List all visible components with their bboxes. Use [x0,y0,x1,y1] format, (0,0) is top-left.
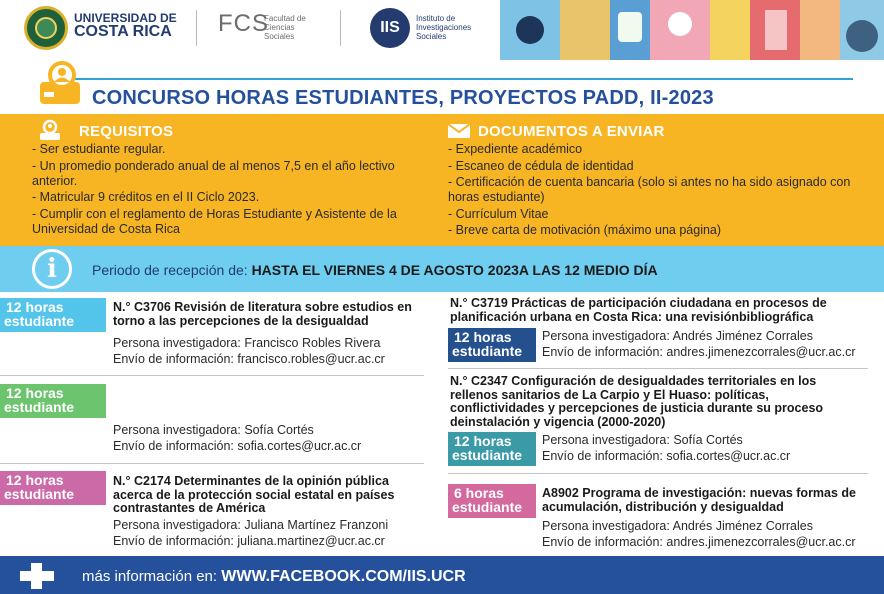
list-item: - Matricular 9 créditos en el II Ciclo 2023. [32,190,260,204]
iis-logo: IIS [370,8,410,48]
list-item: - Ser estudiante regular. [32,142,166,156]
project-researcher: Persona investigadora: Sofía Cortés [113,423,314,437]
list-item: - Currículum Vitae [448,206,549,221]
divider [448,368,868,369]
project-email: Envío de información: juliana.martinez@ucr.ac.cr [113,534,385,548]
project-title: N.° C2174 Determinantes de la opinión pública acerca de la protección social estatal en países contrastantes de América [113,474,395,515]
project-title: N.° C3719 Prácticas de participación ciudadana en procesos de planificación urbana en Costa Rica: una revisiónbibliográfica [450,296,827,324]
footer-label: más información en: [82,568,222,585]
project-contact [113,335,433,367]
list-item: - Escaneo de cédula de identidad [448,158,634,173]
project-contact [542,518,872,550]
ucr-name [74,12,177,40]
iis-name: Instituto de Investigaciones Sociales [416,14,472,41]
project-title: N.° C3706 Revisión de literatura sobre estudios en torno a las percepciones de la desigualdad [113,300,412,328]
title-rule [75,78,853,80]
project-researcher: Persona investigadora: Andrés Jiménez Corrales [542,329,813,343]
requirements-heading: REQUISITOS [79,123,174,140]
project-email: Envío de información: andres.jimenezcorrales@ucr.ac.cr [542,535,856,549]
magnifier-person-icon [38,58,84,106]
list-item: - Breve carta de motivación (máximo una página) [448,223,722,237]
info-icon: i [32,249,72,289]
period-label: Periodo de recepción de: [92,262,252,278]
list-item: - Cumplir con el reglamento de Horas Estudiante y Asistente de la Universidad de Costa Rica [32,206,397,236]
hours-badge: 12 horas estudiante [448,432,536,466]
search-person-icon [38,119,62,141]
project-contact [542,432,872,464]
project-contact [542,328,872,360]
project-researcher: Persona investigadora: Andrés Jiménez Corrales [542,519,813,533]
ucr-seal-logo [24,6,68,50]
divider [0,375,424,376]
divider [0,463,424,464]
project-contact [113,517,433,549]
list-item: - Expediente académico [448,142,583,156]
hours-badge: 12 horas estudiante [0,298,106,332]
documents-heading: DOCUMENTOS A ENVIAR [478,123,665,140]
period-deadline: HASTA EL VIERNES 4 DE AGOSTO 2023A LAS 12 MEDIO DÍA [251,262,658,278]
ucr-line2: COSTA RICA [74,23,172,40]
requirements-list [32,142,422,238]
facebook-link[interactable]: WWW.FACEBOOK.COM/IIS.UCR [221,568,466,585]
project-researcher: Persona investigadora: Francisco Robles Rivera [113,336,381,350]
plus-icon [20,563,54,589]
header-divider [340,10,341,46]
ucr-line1: UNIVERSIDAD DE [74,11,177,25]
project-email: Envío de información: sofia.cortes@ucr.ac.cr [542,449,791,463]
hours-badge: 12 horas estudiante [448,328,536,362]
reception-period [92,262,658,278]
project-email: Envío de información: andres.jimenezcorrales@ucr.ac.cr [542,345,856,359]
header-illustration [500,0,884,60]
header-banner [0,0,884,60]
divider [448,473,868,474]
list-item: - Un promedio ponderado anual de al menos 7,5 en el año lectivo anterior. [32,158,395,188]
page-title: CONCURSO HORAS ESTUDIANTES, PROYECTOS PADD, II-2023 [92,87,714,109]
project-email: Envío de información: francisco.robles@ucr.ac.cr [113,352,385,366]
fcs-logo-text: FCS [218,10,269,37]
project-email: Envío de información: sofia.cortes@ucr.ac.cr [113,439,362,453]
project-title: A8902 Programa de investigación: nuevas formas de acumulación, distribución y desigualdad [542,486,857,514]
project-researcher: Persona investigadora: Sofía Cortés [542,433,743,447]
list-item: - Certificación de cuenta bancaria (solo si antes no ha sido asignado con horas estudiante) [448,175,851,204]
project-contact [113,422,433,454]
footer-info [82,568,466,586]
envelope-icon [447,123,471,139]
documents-list [448,142,868,240]
hours-badge: 12 horas estudiante [0,471,106,505]
project-researcher: Persona investigadora: Juliana Martínez Franzoni [113,518,389,532]
fcs-name: Facultad de Ciencias Sociales [264,14,306,41]
project-title: N.° C2347 Configuración de desigualdades territoriales en los rellenos sanitarios de La Carpio y El Huaso: políticas, conflictividades y percepciones de justicia durante su proceso deinstalación y vigencia (2000-2020) [450,374,824,429]
header-divider [196,10,197,46]
hours-badge: 12 horas estudiante [0,384,106,418]
hours-badge: 6 horas estudiante [448,484,536,518]
